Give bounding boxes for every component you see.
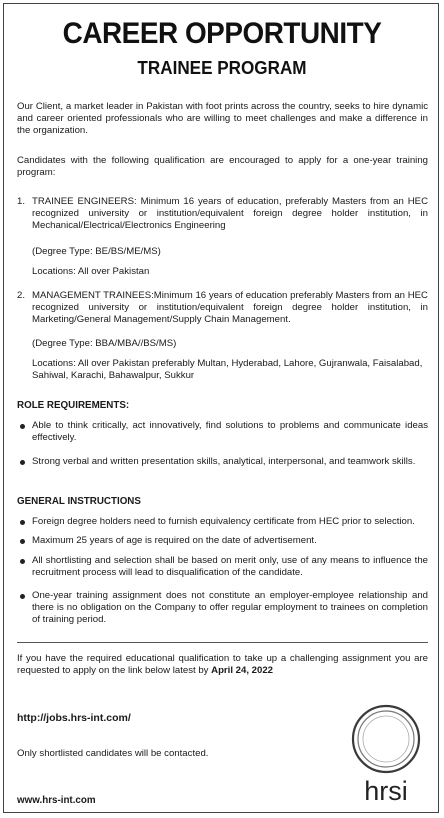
degree-type: (Degree Type: BBA/MBA//BS/MS) xyxy=(32,338,177,349)
section-divider xyxy=(17,642,428,643)
degree-type: (Degree Type: BE/BS/ME/MS) xyxy=(32,246,161,257)
page-title: CAREER OPPORTUNITY xyxy=(62,17,382,50)
list-number: 2. xyxy=(17,290,26,301)
website-link[interactable]: www.hrs-int.com xyxy=(17,795,96,806)
list-item: Maximum 25 years of age is required on the date of advertisement. xyxy=(17,535,428,547)
page-subtitle: TRAINEE PROGRAM xyxy=(137,58,307,78)
list-item: Strong verbal and written presentation skills, analytical, interpersonal, and teamwork skills. xyxy=(17,456,428,468)
list-item: Foreign degree holders need to furnish equivalency certificate from HEC prior to selection. xyxy=(17,516,428,528)
bullet-icon xyxy=(20,539,25,544)
list-item: One-year training assignment does not constitute an employer-employee relationship and there is no obligation on the Company to offer regular employment to trainees on completion of training period. xyxy=(17,590,428,627)
candidates-paragraph: Candidates with the following qualification are encouraged to apply for a one-year training program: xyxy=(17,155,428,179)
program-item-trainee-engineers xyxy=(17,196,428,233)
shortlisted-note: Only shortlisted candidates will be contacted. xyxy=(17,748,209,759)
program-description: MANAGEMENT TRAINEES:Minimum 16 years of education preferably Masters from an HEC recognized university or institution/equivalent foreign degree holder institution, in Marketing/General Management/Supply Chain Management. xyxy=(32,290,428,326)
list-number: 1. xyxy=(17,196,26,207)
general-instructions-heading: GENERAL INSTRUCTIONS xyxy=(17,496,141,507)
locations: Locations: All over Pakistan xyxy=(32,266,150,277)
bullet-icon xyxy=(20,559,25,564)
program-description: TRAINEE ENGINEERS: Minimum 16 years of education, preferably Masters from an HEC recognized university or institution/equivalent foreign degree holder institution, in Mechanical/Electrical/Electronics Engineering xyxy=(32,196,428,232)
hrsi-logo xyxy=(336,697,436,807)
list-item: All shortlisting and selection shall be based on merit only, use of any means to influence the recruitment process will lead to disqualification of the candidate. xyxy=(17,555,428,579)
program-item-management-trainees xyxy=(17,290,428,327)
closing-paragraph: If you have the required educational qualification to take up a challenging assignment you are requested to apply on the link below latest by April 24, 2022 xyxy=(17,653,428,677)
role-requirements-heading: ROLE REQUIREMENTS: xyxy=(17,400,130,411)
intro-paragraph: Our Client, a market leader in Pakistan with foot prints across the country, seeks to hire dynamic and career oriented professionals who are willing to meet challenges and make a difference in the organization. xyxy=(17,101,428,137)
hrsi-logo-icon xyxy=(336,697,436,807)
bullet-icon xyxy=(20,520,25,525)
locations: Locations: All over Pakistan preferably Multan, Hyderabad, Lahore, Gujranwala, Faisalabad, Sahiwal, Karachi, Bahawalpur, Sukkur xyxy=(32,358,423,382)
bullet-icon xyxy=(20,594,25,599)
list-item: Able to think critically, act innovatively, find solutions to problems and communicate ideas effectively. xyxy=(17,420,428,444)
deadline-date: April 24, 2022 xyxy=(211,665,274,677)
apply-link[interactable]: http://jobs.hrs-int.com/ xyxy=(17,712,131,724)
bullet-icon xyxy=(20,460,25,465)
bullet-icon xyxy=(20,424,25,429)
logo-wordmark: hrsi xyxy=(364,776,408,806)
